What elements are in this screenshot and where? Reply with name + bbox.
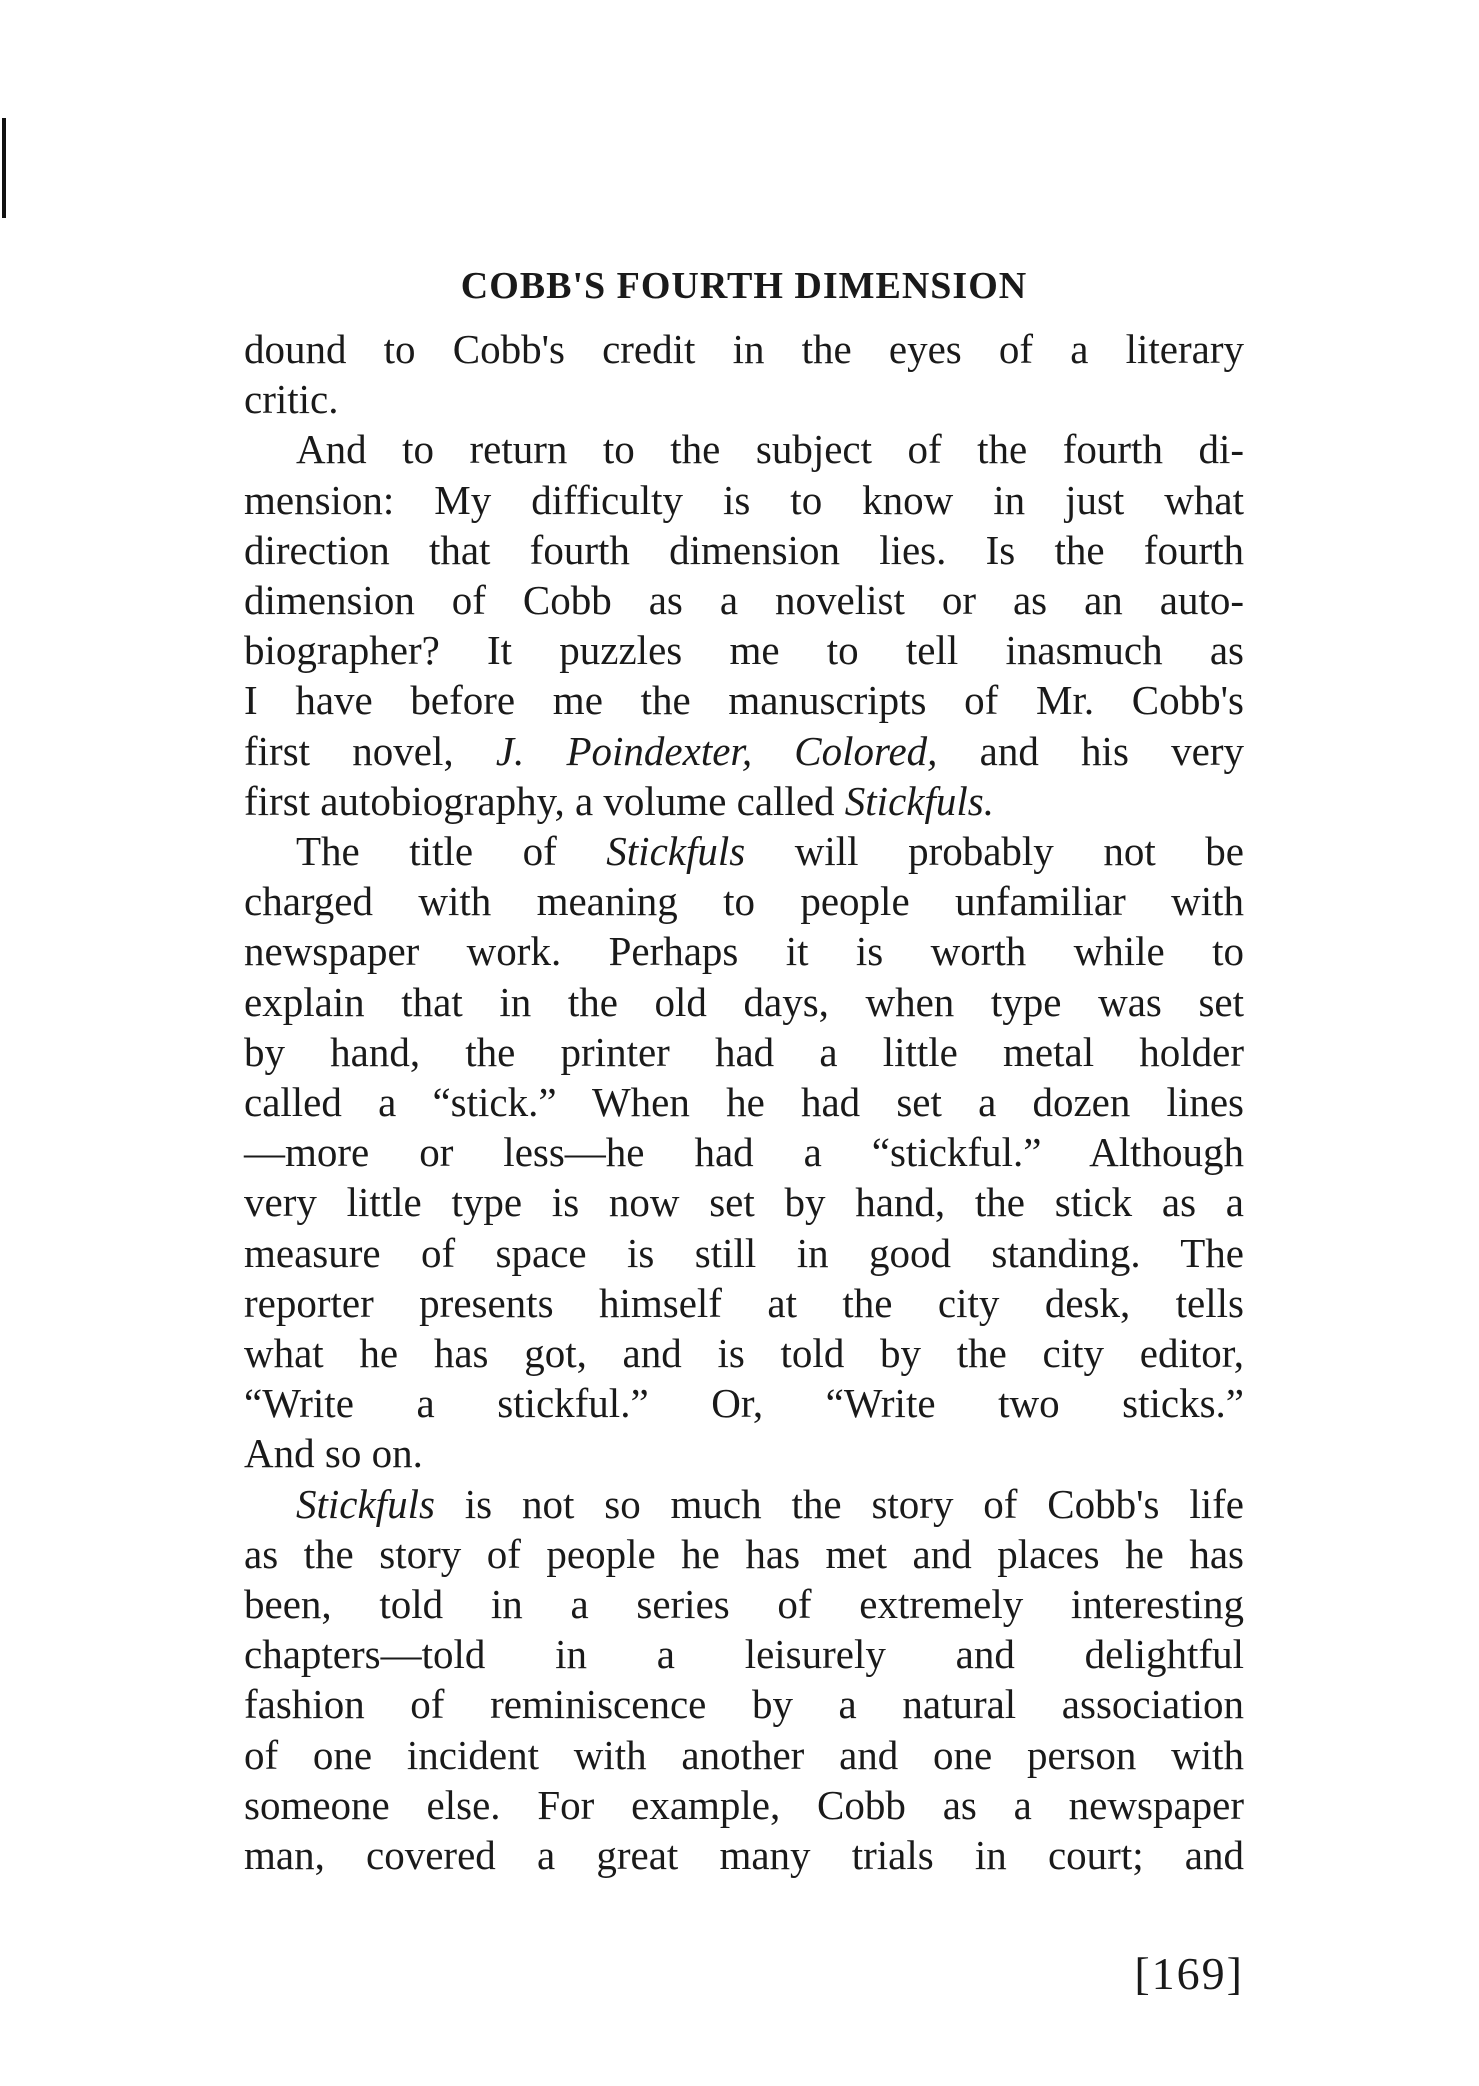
text-line: —more or less—he had a “stickful.” Although [244, 1129, 1244, 1176]
text-line: “Write a stickful.” Or, “Write two sticks.” [244, 1380, 1244, 1427]
text-line: been, told in a series of extremely interesting [244, 1581, 1244, 1628]
text-line: critic. [244, 376, 339, 423]
text-line [244, 1479, 1244, 1529]
text-line: newspaper work. Perhaps it is worth while to [244, 928, 1244, 975]
text-segment: first autobiography, a volume called [244, 777, 845, 824]
text-line [244, 826, 1244, 876]
text-line: And so on. [244, 1430, 423, 1477]
text-segment: first novel, [244, 727, 496, 774]
text-line: very little type is now set by hand, the stick as a [244, 1179, 1244, 1226]
text-segment: and his very [937, 727, 1244, 774]
text-line: biographer? It puzzles me to tell inasmuch as [244, 627, 1244, 674]
page-number: [169] [1134, 1948, 1244, 1999]
text-line: direction that fourth dimension lies. Is the fourth [244, 526, 1244, 573]
text-line: explain that in the old days, when type was set [244, 978, 1244, 1025]
text-line: as the story of people he has met and places he has [244, 1530, 1244, 1577]
text-segment: is not so much the story of Cobb's life [434, 1480, 1244, 1527]
text-line: man, covered a great many trials in court; and [244, 1832, 1244, 1879]
italic-title: J. Poindexter, Colored, [495, 727, 938, 774]
text-line: dimension of Cobb as a novelist or as an auto- [244, 577, 1244, 624]
text-segment: will probably not be [745, 828, 1244, 875]
text-line: I have before me the manuscripts of Mr. Cobb's [244, 677, 1244, 724]
text-line: what he has got, and is told by the city editor, [244, 1330, 1244, 1377]
text-line [244, 726, 1244, 776]
running-head: COBB'S FOURTH DIMENSION [460, 265, 1028, 307]
body-text [244, 324, 1244, 1880]
text-line: mension: My difficulty is to know in just what [244, 476, 1244, 523]
italic-title: Stickfuls [606, 828, 746, 875]
text-line: called a “stick.” When he had set a dozen lines [244, 1079, 1244, 1126]
text-line: dound to Cobb's credit in the eyes of a literary [244, 326, 1244, 372]
text-line: by hand, the printer had a little metal holder [244, 1028, 1244, 1075]
italic-title: Stickfuls. [844, 777, 994, 824]
text-line [244, 776, 1244, 826]
scan-edge-mark [2, 118, 6, 218]
italic-title: Stickfuls [296, 1480, 435, 1527]
text-line: measure of space is still in good standing. The [244, 1229, 1244, 1276]
text-segment: The title of [296, 828, 607, 875]
text-line: chapters—told in a leisurely and delightful [244, 1631, 1244, 1678]
text-line: someone else. For example, Cobb as a newspaper [244, 1781, 1244, 1828]
text-line: fashion of reminiscence by a natural association [244, 1681, 1244, 1728]
text-line: of one incident with another and one person with [244, 1731, 1244, 1778]
text-line: And to return to the subject of the fourth di- [296, 426, 1244, 473]
text-line: reporter presents himself at the city desk, tells [244, 1279, 1244, 1326]
text-line: charged with meaning to people unfamiliar with [244, 878, 1244, 925]
